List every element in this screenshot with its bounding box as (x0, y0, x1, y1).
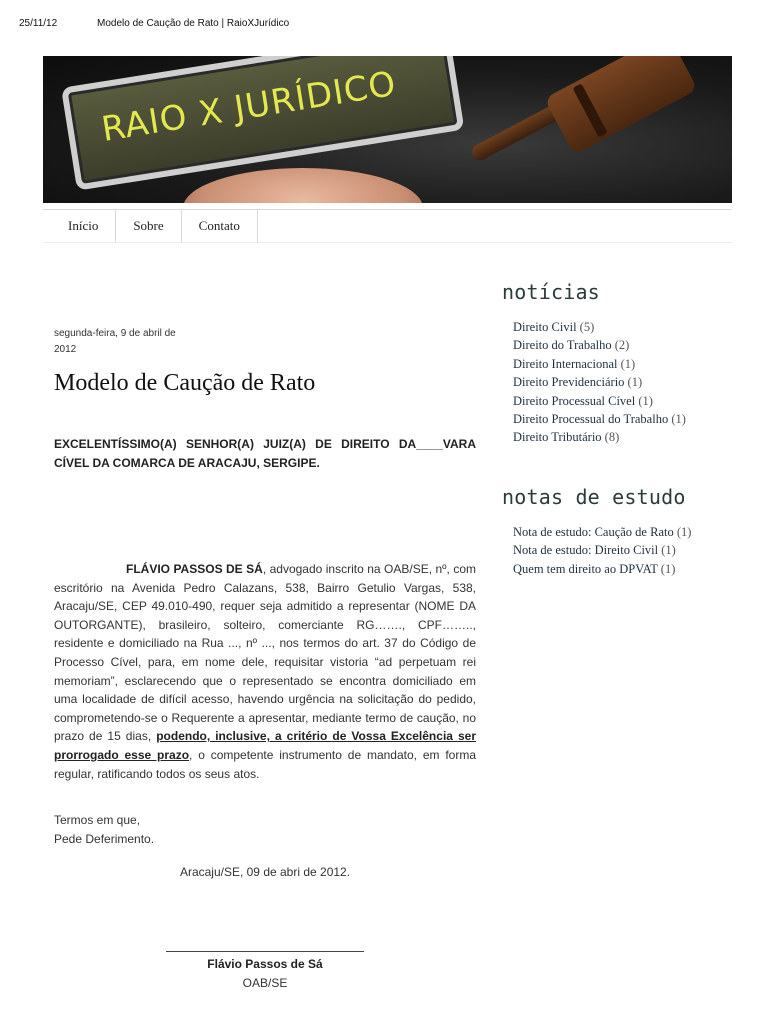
category-count: (8) (604, 430, 620, 445)
list-item (513, 428, 732, 446)
post-body-emphasis: podendo, inclusive, a critério de Vossa Excelência ser prorrogado esse prazo (54, 729, 476, 762)
post-body (54, 560, 476, 783)
gavel-icon (544, 56, 698, 155)
category-link-direito-internacional[interactable]: Direito Internacional (513, 356, 618, 371)
post-body-part2: , o competente instrumento de mandato, em forma regular, ratificando todos os seus atos. (54, 747, 476, 781)
logo-text: RAIO X JURÍDICO (98, 63, 400, 150)
print-date: 25/11/12 (19, 18, 58, 29)
closing-line-1: Termos em que, (54, 813, 141, 828)
category-link-direito-civil[interactable]: Direito Civil (513, 320, 577, 334)
post-addressee: EXCELENTÍSSIMO(A) SENHOR(A) JUIZ(A) DE DIREITO DA____VARA CÍVEL DA COMARCA DE ARACAJU, SERGIPE. (54, 437, 476, 470)
category-link-direito-tributario[interactable]: Direito Tributário (513, 430, 602, 445)
sidebar-notas-de-estudo (502, 485, 732, 578)
post-body-name: FLÁVIO PASSOS DE SÁ (126, 562, 263, 576)
noticias-list (513, 318, 732, 447)
sidebar (502, 280, 732, 578)
category-count: (1) (661, 543, 676, 558)
list-item (513, 355, 732, 373)
category-count: (1) (627, 375, 643, 390)
nav-link-sobre[interactable]: Sobre (116, 210, 181, 242)
post-date: segunda-feira, 9 de abril de 2012 (54, 328, 176, 355)
hand-image (183, 168, 423, 203)
print-header (19, 18, 290, 29)
list-item (513, 410, 732, 428)
signature-line (166, 951, 364, 952)
list-item (513, 373, 732, 391)
category-count: (1) (620, 356, 636, 371)
category-link-direito-processual-do-trabalho[interactable]: Direito Processual do Trabalho (513, 412, 669, 427)
list-item (513, 560, 732, 578)
category-link-nota-caucao-de-rato[interactable]: Nota de estudo: Caução de Rato (513, 524, 674, 539)
nav-link-inicio[interactable]: Início (43, 210, 116, 242)
header-banner[interactable] (43, 56, 732, 203)
list-item (513, 523, 732, 541)
sidebar-heading-notas: notas de estudo (502, 484, 686, 509)
signature-name: Flávio Passos de Sá (207, 957, 323, 971)
sidebar-heading-noticias: notícias (502, 280, 600, 304)
category-count: (1) (671, 412, 686, 427)
post-body-part1: , advogado inscrito na OAB/SE, nº, com escritório na Avenida Pedro Calazans, 538, Bairro Getulio Vargas, 538, Aracaju/SE, CEP 49.010-490, requer seja admitido a representar (NOME DA OUTORGANTE), brasileiro, solteiro, comerciante RG……., CPF…….., residente e domiciliado na Rua ..., nº ..., nos termos do art. 37 do Código de Processo Cível, para, em nome dele, requisitar vistoria “ad perpetuam rei memoriam”, esclarecendo que o representado se encontra domiciliado em uma localidade de difícil acesso, havendo urgência na solicitação do pedido, comprometendo-se o Requerente a apresentar, mediante termo de caução, no prazo de 15 dias, (54, 562, 476, 744)
list-item (513, 541, 732, 559)
place-date: Aracaju/SE, 09 de abri de 2012. (179, 865, 351, 880)
category-count: (1) (660, 561, 676, 576)
category-link-direito-processual-civel[interactable]: Direito Processual Cível (513, 393, 636, 408)
post-title[interactable]: Modelo de Caução de Rato (54, 370, 316, 396)
print-page-title: Modelo de Caução de Rato | RaioXJurídico (97, 18, 290, 29)
category-link-direito-previdenciario[interactable]: Direito Previdenciário (513, 375, 625, 390)
category-count: (2) (614, 338, 630, 353)
category-link-direito-do-trabalho[interactable]: Direito do Trabalho (513, 338, 612, 353)
notas-list (513, 523, 732, 578)
category-count: (1) (676, 524, 692, 539)
post-content (54, 320, 476, 990)
closing-line-2: Pede Deferimento. (54, 832, 155, 847)
category-count: (5) (579, 320, 595, 334)
sidebar-noticias (502, 280, 732, 447)
list-item (513, 336, 732, 354)
category-link-nota-direito-civil[interactable]: Nota de estudo: Direito Civil (513, 543, 659, 558)
signature-role: OAB/SE (242, 976, 288, 990)
post-closing (54, 811, 476, 849)
category-link-quem-tem-direito-dpvat[interactable]: Quem tem direito ao DPVAT (513, 561, 658, 576)
list-item (513, 318, 732, 336)
top-navigation (43, 209, 732, 243)
category-count: (1) (638, 393, 653, 408)
list-item (513, 392, 732, 410)
nav-link-contato[interactable]: Contato (182, 210, 258, 242)
